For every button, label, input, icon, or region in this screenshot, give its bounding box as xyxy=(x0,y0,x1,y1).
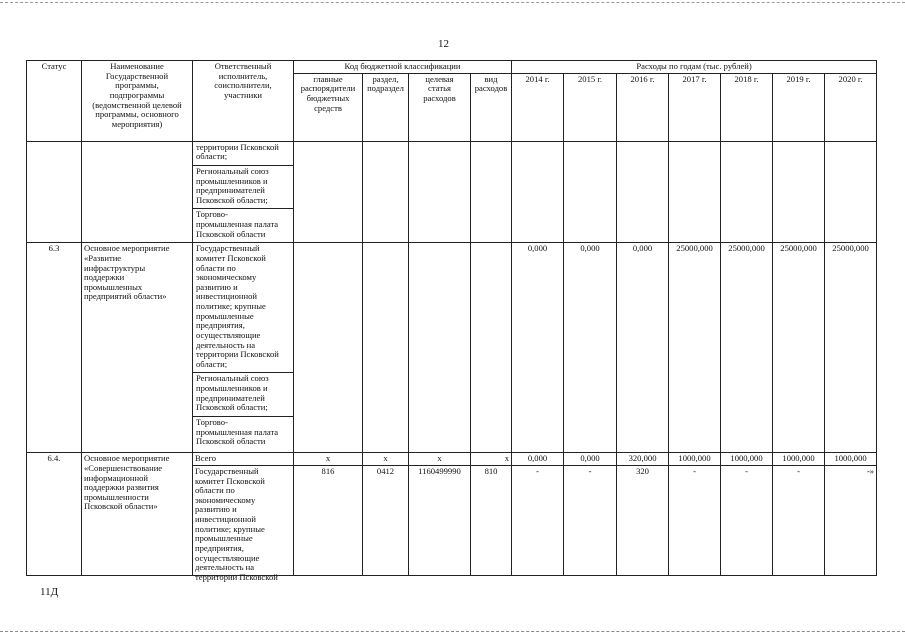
text-line: Псковской области xyxy=(196,436,266,447)
text-line: инвестиционной xyxy=(196,291,257,302)
text-line: промышленников и xyxy=(196,383,268,393)
text-line: Торгово- xyxy=(196,209,228,220)
text-line: Государственной xyxy=(105,70,169,81)
header-year: 2015 г. xyxy=(564,73,617,141)
text-line: территории Псковской xyxy=(196,349,279,360)
text-line: политике; крупные xyxy=(195,523,265,534)
text-line: области; xyxy=(196,151,228,162)
text-line: Региональный союз xyxy=(196,165,269,176)
text-line: соисполнители, xyxy=(214,80,272,91)
text-line: территории Псковской xyxy=(196,141,279,152)
text-line: деятельность на xyxy=(195,562,255,573)
text-line: промышленная палата xyxy=(196,426,279,437)
value-cell: 0,000 xyxy=(564,453,617,466)
header-name xyxy=(82,61,193,142)
value-cell: 1000,000 xyxy=(825,453,877,466)
text-line: инвестиционной xyxy=(195,514,256,524)
text-line: распорядители xyxy=(300,83,356,94)
text-line: промышленности xyxy=(84,491,149,502)
text-line: «Совершенствование xyxy=(84,462,163,473)
text-line: области по xyxy=(195,485,235,496)
header-year: 2016 г. xyxy=(617,73,669,141)
value-cell: 0,000 xyxy=(512,453,564,466)
value-cell: 0,000 xyxy=(564,243,617,453)
header-year: 2020 г. xyxy=(825,73,877,141)
status-cell xyxy=(27,141,82,243)
text-line: Основное мероприятие xyxy=(84,243,170,254)
text-line: информационной xyxy=(84,472,149,483)
text-line: программы, xyxy=(115,80,159,91)
value-cell: - xyxy=(773,465,825,575)
text-line: промышленные xyxy=(195,533,253,544)
text-line: комитет Псковской xyxy=(196,252,266,263)
text-line: Псковской области; xyxy=(196,194,268,205)
text-line: Торгово- xyxy=(196,416,228,427)
text-line: промышленные xyxy=(196,310,254,321)
text-line: подпрограммы xyxy=(109,89,165,100)
value-cell: - xyxy=(564,465,617,575)
text-line: промышленных xyxy=(84,281,143,292)
executor-text xyxy=(195,465,291,582)
text-line: Региональный союз xyxy=(196,373,269,384)
text-line: промышленников и xyxy=(196,175,268,186)
text-line: раздел, xyxy=(372,73,399,84)
text-line: политике; крупные xyxy=(196,301,266,311)
text-line: Ответственный xyxy=(214,61,272,71)
text-line: средств xyxy=(314,102,342,113)
text-line: участники xyxy=(224,89,262,100)
total-label: Всего xyxy=(193,453,294,466)
table-row-6-4-total xyxy=(27,453,877,466)
budget-table xyxy=(26,60,877,582)
text-line: целевая xyxy=(425,73,454,84)
text-line: (ведомственной целевой xyxy=(92,99,182,110)
text-line: расходов xyxy=(474,83,508,94)
text-line: предприятий области» xyxy=(84,291,167,302)
header-year: 2018 г. xyxy=(721,73,773,141)
header-status: Статус xyxy=(27,61,82,142)
value-cell: 0,000 xyxy=(512,243,564,453)
scan-edge-top xyxy=(0,2,905,3)
text-line: Наименование xyxy=(110,61,164,71)
value-cell: 1000,000 xyxy=(669,453,721,466)
text-line: мероприятия) xyxy=(111,118,163,129)
value-cell: 0,000 xyxy=(617,243,669,453)
value-cell: 25000,000 xyxy=(669,243,721,453)
code-cell: 1160499990 xyxy=(409,465,471,575)
executor-block xyxy=(193,165,293,209)
header-budget-code: Код бюджетной классификации xyxy=(294,61,512,74)
text-line: Государственный xyxy=(195,465,259,476)
header-type xyxy=(471,73,512,141)
text-line: исполнитель, xyxy=(218,70,268,81)
text-line: главные xyxy=(313,73,343,84)
text-line: поддержки xyxy=(84,272,125,283)
header-row-1 xyxy=(27,61,877,74)
text-line: инфраструктуры xyxy=(84,262,146,273)
code-cell: 816 xyxy=(294,465,363,575)
executor-cell xyxy=(193,465,294,582)
value-cell: 25000,000 xyxy=(825,243,877,453)
header-expenses: Расходы по годам (тыс. рублей) xyxy=(512,61,877,74)
text-line: вид xyxy=(484,73,498,84)
executor-block xyxy=(193,372,293,416)
text-line: предпринимателей xyxy=(196,185,265,196)
value-cell: - xyxy=(512,465,564,575)
value-cell: -» xyxy=(825,465,877,575)
text-line: бюджетных xyxy=(306,92,350,103)
header-executor xyxy=(193,61,294,142)
executor-block xyxy=(193,208,293,242)
text-line: предприятия, xyxy=(195,542,244,553)
status-cell: 6.4. xyxy=(27,453,82,576)
name-cell xyxy=(82,141,193,243)
text-line: экономическому xyxy=(195,494,256,505)
text-line: Основное мероприятие xyxy=(84,453,170,464)
value-cell: 320 xyxy=(617,465,669,575)
name-cell xyxy=(82,243,193,453)
text-line: Псковской области xyxy=(196,228,266,239)
header-target xyxy=(409,73,471,141)
code-cell: х xyxy=(471,453,512,466)
name-cell xyxy=(82,453,193,576)
text-line: Государственный xyxy=(196,243,260,254)
executor-cell xyxy=(193,243,294,453)
header-year: 2014 г. xyxy=(512,73,564,141)
text-line: промышленная палата xyxy=(196,219,279,229)
header-year: 2017 г. xyxy=(669,73,721,141)
header-year: 2019 г. xyxy=(773,73,825,141)
executor-cell xyxy=(193,141,294,243)
name-text xyxy=(84,454,190,574)
code-cell: х xyxy=(294,453,363,466)
status-cell: 6.3 xyxy=(27,243,82,453)
header-section xyxy=(363,73,409,141)
value-cell: 25000,000 xyxy=(721,243,773,453)
code-cell: х xyxy=(363,453,409,466)
text-line: предпринимателей xyxy=(196,392,265,403)
text-line: деятельность на xyxy=(196,339,256,350)
code-cell: 810 xyxy=(471,465,512,575)
text-line: экономическому xyxy=(196,272,257,283)
executor-block xyxy=(193,416,293,450)
text-line: осуществляющие xyxy=(195,552,260,563)
footer-code: 11Д xyxy=(40,586,59,598)
scan-edge-bottom xyxy=(0,631,905,632)
text-line: «Развитие xyxy=(84,252,122,263)
value-cell: 1000,000 xyxy=(721,453,773,466)
text-line: подраздел xyxy=(367,83,404,94)
text-line: территории Псковской xyxy=(195,571,278,582)
table-row-continued xyxy=(27,141,877,243)
header-grbs xyxy=(294,73,363,141)
text-line: развитию и xyxy=(196,281,238,292)
text-line: расходов xyxy=(423,92,456,103)
text-line: Псковской области; xyxy=(196,402,268,413)
text-line: Псковской области» xyxy=(84,501,158,512)
value-cell: 320,000 xyxy=(617,453,669,466)
text-line: комитет Псковской xyxy=(195,475,265,486)
code-cell: 0412 xyxy=(363,465,409,575)
text-line: поддержки развития xyxy=(84,482,159,493)
value-cell: 1000,000 xyxy=(773,453,825,466)
text-line: области; xyxy=(196,358,228,369)
text-line: программы, основного xyxy=(95,109,179,120)
text-line: области по xyxy=(196,262,236,273)
table-row-6-3 xyxy=(27,243,877,453)
value-cell: - xyxy=(669,465,721,575)
page-number: 12 xyxy=(438,38,449,50)
text-line: предприятия, xyxy=(196,320,245,331)
executor-block xyxy=(193,142,293,165)
value-cell: - xyxy=(721,465,773,575)
code-cell: х xyxy=(409,453,471,466)
text-line: развитию и xyxy=(195,504,237,515)
value-cell: 25000,000 xyxy=(773,243,825,453)
text-line: осуществляющие xyxy=(196,329,261,340)
executor-block xyxy=(193,243,293,372)
text-line: статья xyxy=(428,83,451,94)
